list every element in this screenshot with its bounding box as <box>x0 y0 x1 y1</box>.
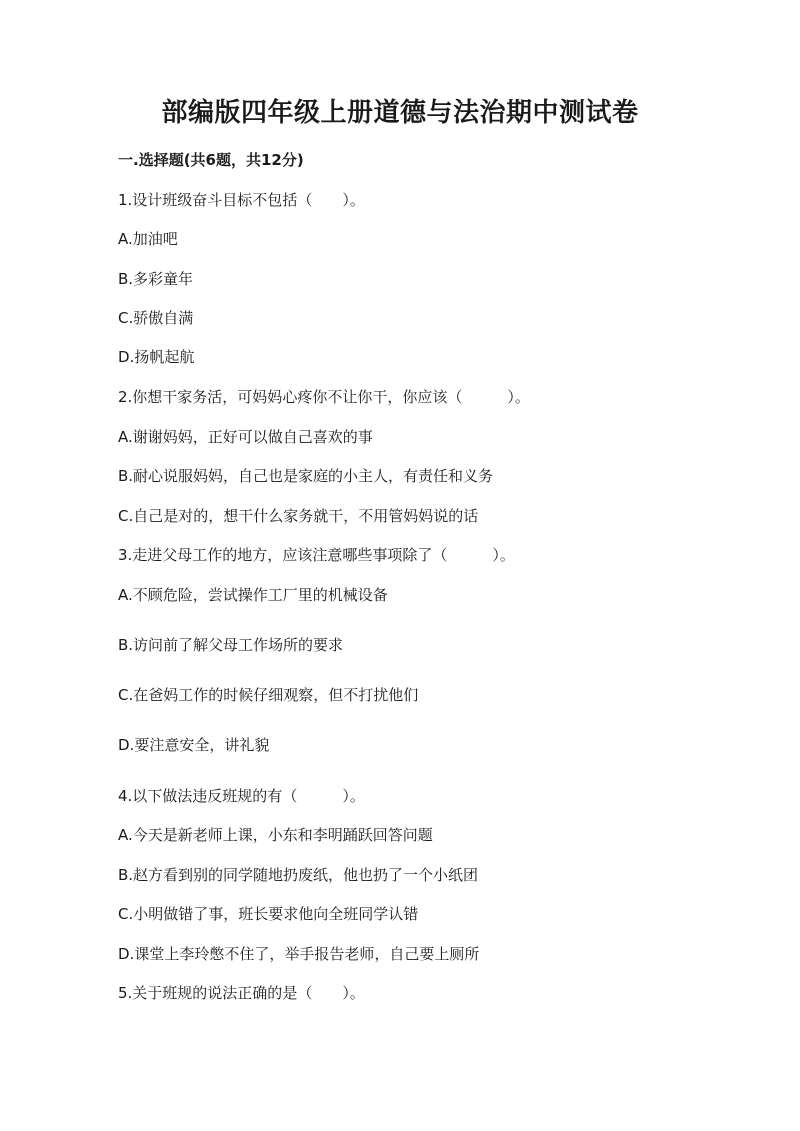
question-5-stem: 5.关于班规的说法正确的是（ ）。 <box>118 984 365 1002</box>
question-2-option-a: A.谢谢妈妈，正好可以做自己喜欢的事 <box>118 428 373 446</box>
question-1-option-a: A.加油吧 <box>118 230 178 248</box>
question-2-stem: 2.你想干家务活，可妈妈心疼你不让你干，你应该（ ）。 <box>118 388 530 406</box>
question-4-stem: 4.以下做法违反班规的有（ ）。 <box>118 787 365 805</box>
section-header: 一.选择题(共6题，共12分) <box>118 151 304 169</box>
question-3-stem: 3.走进父母工作的地方，应该注意哪些事项除了（ ）。 <box>118 546 515 564</box>
question-3-option-a: A.不顾危险，尝试操作工厂里的机械设备 <box>118 586 388 604</box>
question-4-option-c: C.小明做错了事，班长要求他向全班同学认错 <box>118 905 419 923</box>
question-1-option-b: B.多彩童年 <box>118 270 194 288</box>
question-4-option-d: D.课堂上李玲憋不住了，举手报告老师，自己要上厕所 <box>118 945 480 963</box>
question-1-option-d: D.扬帆起航 <box>118 348 195 366</box>
question-3-option-c: C.在爸妈工作的时候仔细观察，但不打扰他们 <box>118 686 419 704</box>
question-4-option-a: A.今天是新老师上课，小东和李明踊跃回答问题 <box>118 826 433 844</box>
question-4-option-b: B.赵方看到别的同学随地扔废纸，他也扔了一个小纸团 <box>118 866 479 884</box>
question-3-option-d: D.要注意安全，讲礼貌 <box>118 736 270 754</box>
question-2-option-b: B.耐心说服妈妈，自己也是家庭的小主人，有责任和义务 <box>118 467 494 485</box>
question-2-option-c: C.自己是对的，想干什么家务就干，不用管妈妈说的话 <box>118 507 479 525</box>
question-1-stem: 1.设计班级奋斗目标不包括（ ）。 <box>118 191 365 209</box>
question-1-option-c: C.骄傲自满 <box>118 309 194 327</box>
page-title: 部编版四年级上册道德与法治期中测试卷 <box>161 98 639 128</box>
question-3-option-b: B.访问前了解父母工作场所的要求 <box>118 636 344 654</box>
